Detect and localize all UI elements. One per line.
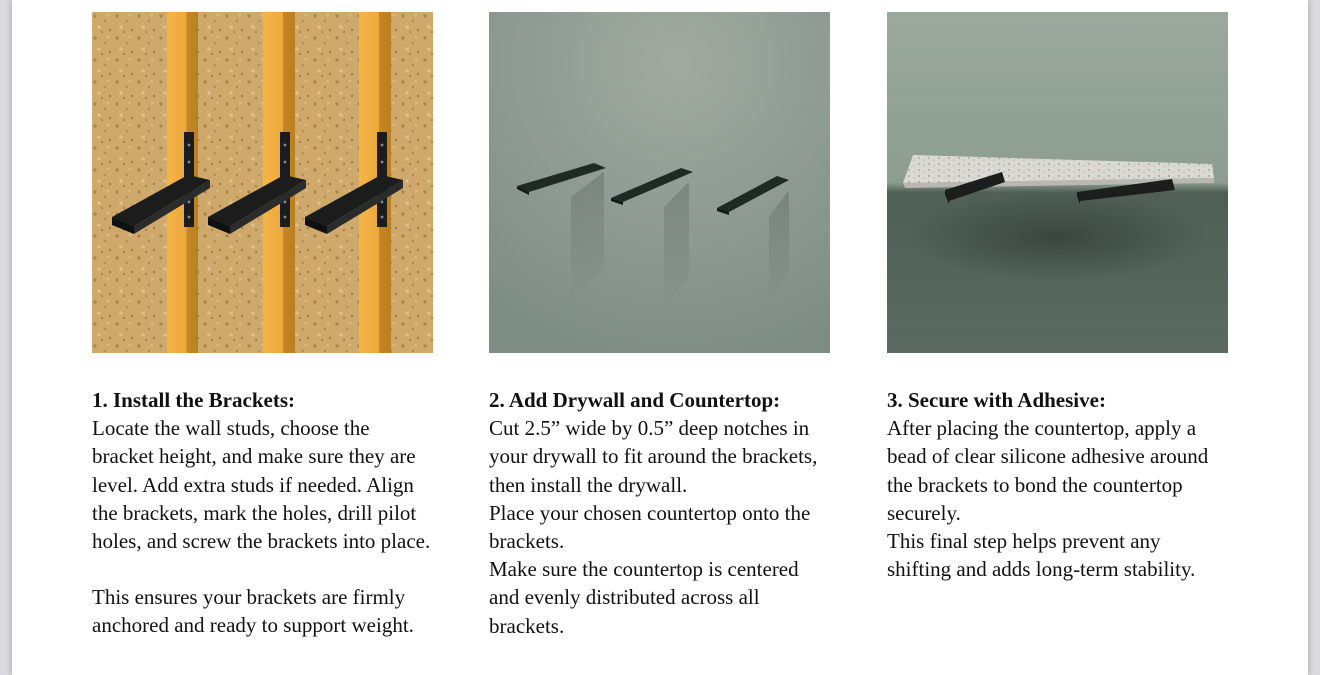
- step-1: [92, 12, 433, 640]
- step-paragraph: Cut 2.5” wide by 0.5” deep notches in your drywall to fit around the brackets, then install the drywall.: [489, 416, 818, 497]
- step-title: 3. Secure with Adhesive:: [887, 388, 1106, 412]
- countertop-adhesive-illustration: [887, 12, 1228, 353]
- drywall-brackets-illustration: [489, 12, 830, 353]
- step-2-text: [489, 386, 830, 640]
- step-1-text: [92, 386, 433, 640]
- step-2: [489, 12, 830, 640]
- step-paragraph: Place your chosen countertop onto the brackets.: [489, 500, 811, 554]
- step-3-text: [887, 386, 1228, 583]
- step-paragraph: This final step helps prevent any shifting and adds long-term stability.: [887, 529, 1196, 582]
- step-paragraph: This ensures your brackets are firmly anchored and ready to support weight.: [92, 585, 414, 638]
- step-3: [887, 12, 1228, 583]
- step-paragraph: Make sure the countertop is centered and evenly distributed across all brackets.: [489, 557, 799, 638]
- wall-studs-brackets-illustration: [92, 12, 433, 353]
- step-title: 1. Install the Brackets:: [92, 388, 295, 412]
- step-paragraph: After placing the countertop, apply a bead of clear silicone adhesive around the brackets to bond the countertop securely.: [887, 416, 1209, 525]
- document-page: [12, 0, 1308, 675]
- step-title: 2. Add Drywall and Countertop:: [489, 388, 781, 412]
- step-paragraph: Locate the wall studs, choose the bracket height, and make sure they are level. Add extra studs if needed. Align the brackets, mark the holes, drill pilot holes, and screw the brackets into place.: [92, 416, 431, 554]
